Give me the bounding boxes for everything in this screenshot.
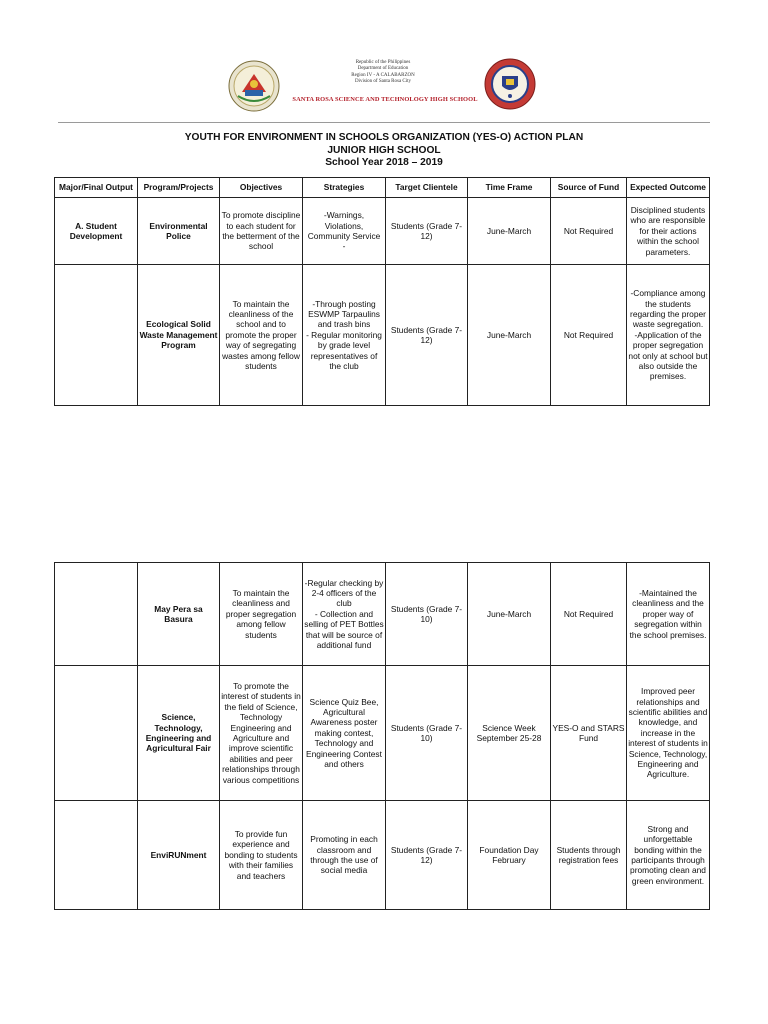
letterhead-address <box>290 60 476 86</box>
timeframe-cell: June-March <box>468 198 551 265</box>
outcome-cell: Strong and unforgettable bonding within the participants through promoting clean and green environment. <box>627 801 710 910</box>
column-header: Target Clientele <box>386 178 468 198</box>
program-cell: Ecological Solid Waste Management Program <box>138 265 220 406</box>
table-row <box>55 198 710 265</box>
target-cell: Students (Grade 7-12) <box>386 265 468 406</box>
column-header: Major/Final Output <box>55 178 138 198</box>
fund-cell: Not Required <box>551 198 627 265</box>
school-name: SANTA ROSA SCIENCE AND TECHNOLOGY HIGH SCHOOL <box>292 96 478 103</box>
program-cell: May Pera sa Basura <box>138 563 220 666</box>
strategies-cell: -Through posting ESWMP Tarpaulins and trash bins - Regular monitoring by grade level representatives of the club <box>303 265 386 406</box>
target-cell: Students (Grade 7-12) <box>386 801 468 910</box>
timeframe-cell: Science Week September 25-28 <box>468 666 551 801</box>
objectives-cell: To promote discipline to each student for the betterment of the school <box>220 198 303 265</box>
program-cell: Environmental Police <box>138 198 220 265</box>
timeframe-cell: June-March <box>468 563 551 666</box>
letterhead-line: Region IV - A CALABARZON <box>351 72 415 78</box>
table-row <box>55 265 710 406</box>
outcome-cell: -Compliance among the students regarding the proper waste segregation. -Application of the proper segregation not only at school but also outside the premises. <box>627 265 710 406</box>
timeframe-cell: June-March <box>468 265 551 406</box>
objectives-cell: To promote the interest of students in the field of Science, Technology Engineering and Agriculture and improve scientific abilities and peer relationships through various competitions <box>220 666 303 801</box>
document-title <box>0 132 768 170</box>
letterhead <box>0 52 768 120</box>
school-seal-icon <box>484 58 536 110</box>
target-cell: Students (Grade 7-10) <box>386 666 468 801</box>
objectives-cell: To maintain the cleanliness and proper segregation among fellow students <box>220 563 303 666</box>
fund-cell: Not Required <box>551 265 627 406</box>
header-divider <box>58 122 710 123</box>
letterhead-line: Division of Santa Rosa City <box>354 79 412 85</box>
objectives-cell: To maintain the cleanliness of the school and to promote the proper way of segregating wastes among fellow students <box>220 265 303 406</box>
action-plan-table-continued <box>54 562 710 910</box>
major-output-cell <box>55 563 138 666</box>
outcome-cell: Improved peer relationships and scientific abilities and knowledge, and increase in the interest of students in Science, Technology, Engineering and Agriculture. <box>627 666 710 801</box>
action-plan-table <box>54 177 710 406</box>
fund-cell: Not Required <box>551 563 627 666</box>
strategies-cell: -Regular checking by 2-4 officers of the club - Collection and selling of PET Bottles that will be source of additional fund <box>303 563 386 666</box>
outcome-cell: -Maintained the cleanliness and the proper way of segregation within the school premises. <box>627 563 710 666</box>
fund-cell: Students through registration fees <box>551 801 627 910</box>
table-row <box>55 801 710 910</box>
program-cell: Science, Technology, Engineering and Agricultural Fair <box>138 666 220 801</box>
major-output-cell <box>55 265 138 406</box>
strategies-cell: Science Quiz Bee, Agricultural Awareness poster making contest, Technology and Engineering Contest and others <box>303 666 386 801</box>
timeframe-cell: Foundation Day February <box>468 801 551 910</box>
target-cell: Students (Grade 7-12) <box>386 198 468 265</box>
title-line: JUNIOR HIGH SCHOOL <box>327 144 441 156</box>
letterhead-line: Republic of the Philippines <box>355 60 411 65</box>
major-output-cell <box>55 666 138 801</box>
column-header: Expected Outcome <box>627 178 710 198</box>
column-header: Source of Fund <box>551 178 627 198</box>
major-output-cell: A. Student Development <box>55 198 138 265</box>
column-header: Time Frame <box>468 178 551 198</box>
fund-cell: YES-O and STARS Fund <box>551 666 627 801</box>
column-header: Program/Projects <box>138 178 220 198</box>
objectives-cell: To provide fun experience and bonding to students with their families and teachers <box>220 801 303 910</box>
title-line: School Year 2018 – 2019 <box>325 157 443 168</box>
table-row <box>55 666 710 801</box>
deped-seal-icon <box>228 60 280 112</box>
title-line: YOUTH FOR ENVIRONMENT IN SCHOOLS ORGANIZATION (YES-O) ACTION PLAN <box>184 132 584 143</box>
table-header-row <box>55 178 710 198</box>
column-header: Objectives <box>220 178 303 198</box>
letterhead-line: Department of Education <box>357 66 409 72</box>
strategies-cell: -Warnings, Violations, Community Service - <box>303 198 386 265</box>
table-row <box>55 563 710 666</box>
outcome-cell: Disciplined students who are responsible for their actions within the school parameters. <box>627 198 710 265</box>
major-output-cell <box>55 801 138 910</box>
program-cell: EnviRUNment <box>138 801 220 910</box>
column-header: Strategies <box>303 178 386 198</box>
strategies-cell: Promoting in each classroom and through the use of social media <box>303 801 386 910</box>
target-cell: Students (Grade 7-10) <box>386 563 468 666</box>
